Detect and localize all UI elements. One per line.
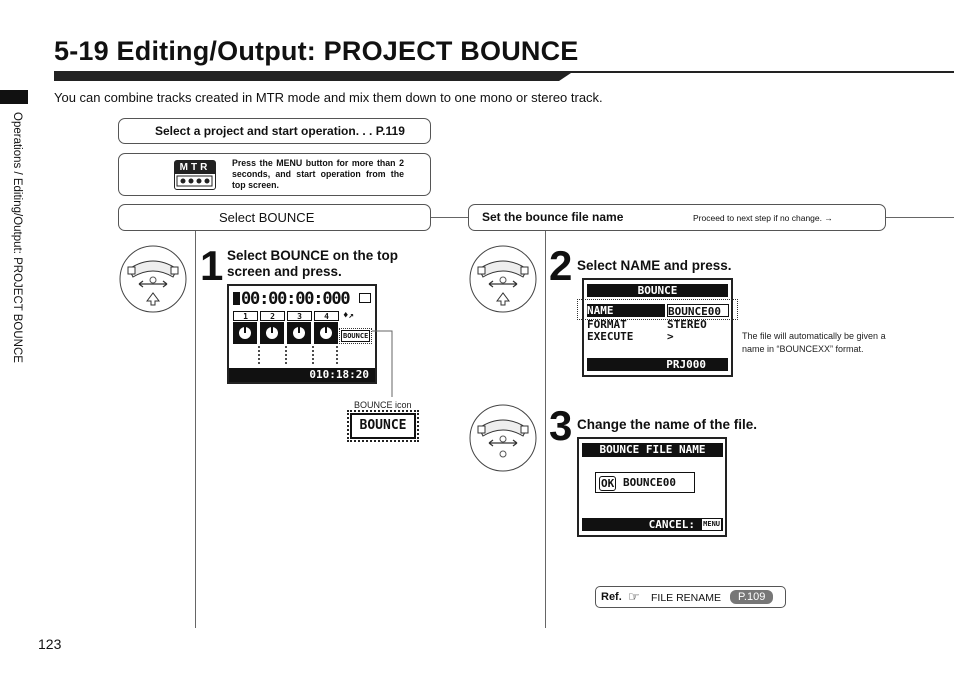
reference-page-link[interactable]: P.109 — [730, 590, 773, 604]
menu-row-name-value: BOUNCE00 — [667, 304, 729, 317]
file-name-title: BOUNCE FILE NAME — [582, 443, 723, 457]
side-section-label: Operations / Editing/Output: PROJECT BOUNCE — [11, 112, 23, 363]
project-bar — [587, 358, 728, 371]
track-number: 3 — [287, 311, 312, 321]
step-2-text: Select NAME and press. — [577, 258, 732, 273]
select-bounce-label: Select BOUNCE — [219, 210, 315, 225]
select-project-text: Select a project and start operation. . . P.119 — [155, 124, 405, 138]
menu-row-name-label: NAME — [587, 304, 665, 317]
reference-text: FILE RENAME — [651, 592, 722, 604]
title-underline — [54, 71, 954, 73]
mtr-dials-icon — [175, 174, 214, 188]
ok-button[interactable]: OK — [601, 477, 615, 490]
step-1-number: 1 — [200, 242, 224, 289]
menu-key: MENU — [703, 520, 720, 528]
lcd-record-marker — [233, 292, 240, 305]
right-column-divider — [545, 231, 546, 628]
bounce-menu-title: BOUNCE — [587, 284, 728, 297]
cancel-bar — [582, 518, 723, 531]
step-3-text: Change the name of the file. — [577, 417, 758, 432]
step-3-number: 3 — [549, 402, 573, 449]
dial-turn-icon-step3 — [469, 404, 537, 472]
header-connector — [431, 217, 468, 218]
lcd-track-numbers — [233, 311, 339, 321]
step-1-text-line2: screen and press. — [227, 264, 342, 279]
file-name-value[interactable]: BOUNCE00 — [623, 476, 676, 489]
track-number: 4 — [314, 311, 339, 321]
dial-press-icon-step1 — [119, 245, 187, 313]
mtr-mode-icon — [174, 160, 216, 190]
lcd-master-icon: ♦↗ — [343, 311, 354, 321]
battery-icon — [359, 293, 371, 303]
pointing-hand-icon: ☞ — [628, 589, 640, 604]
track-number: 1 — [233, 311, 258, 321]
file-name-frame — [595, 472, 695, 493]
lcd-bounce-tag: BOUNCE — [343, 332, 369, 340]
bounce-callout-line — [336, 325, 396, 400]
side-tab-marker — [0, 90, 28, 104]
lcd-bounce-menu — [582, 278, 733, 377]
lcd-remaining-time: 010:18:20 — [309, 368, 369, 381]
mtr-label: MTR — [175, 161, 215, 174]
name-highlight-dotted — [577, 299, 738, 320]
page-title: 5-19 Editing/Output: PROJECT BOUNCE — [54, 36, 579, 66]
header-tail-line — [886, 217, 954, 218]
track-number: 2 — [260, 311, 285, 321]
reference-label: Ref. — [601, 591, 622, 603]
lcd-file-name — [577, 437, 727, 537]
left-column-divider — [195, 231, 196, 628]
set-name-header — [468, 204, 886, 231]
page-number: 123 — [38, 636, 62, 652]
cancel-label: CANCEL: — [648, 518, 695, 531]
bounce-icon: BOUNCE — [350, 413, 416, 439]
menu-note: Press the MENU button for more than 2 seconds, and start operation from the top screen. — [232, 158, 404, 190]
menu-row-execute-label: EXECUTE — [587, 330, 634, 343]
menu-row-format-label: FORMAT — [587, 318, 627, 331]
reference-box — [595, 586, 786, 608]
bounce-icon-caption: BOUNCE icon — [354, 400, 412, 410]
select-bounce-header — [118, 204, 431, 231]
step-1-text-line1: Select BOUNCE on the top — [227, 248, 399, 263]
lcd-time: 00:00:00:000 — [241, 289, 350, 309]
lcd-track-knobs — [233, 322, 339, 372]
set-name-label: Set the bounce file name — [482, 210, 624, 224]
project-label: PRJ000 — [666, 358, 706, 371]
menu-row-execute-value: > — [667, 330, 674, 343]
select-project-box — [118, 118, 431, 144]
step-2-number: 2 — [549, 242, 573, 289]
intro-text: You can combine tracks created in MTR mode and mix them down to one mono or stereo track. — [54, 90, 603, 105]
menu-row-format-value: STEREO — [667, 318, 707, 331]
step-2-note: The file will automatically be given a name in “BOUNCEXX” format. — [742, 331, 886, 354]
dial-press-icon-step2 — [469, 245, 537, 313]
proceed-note: Proceed to next step if no change. → — [693, 213, 833, 223]
